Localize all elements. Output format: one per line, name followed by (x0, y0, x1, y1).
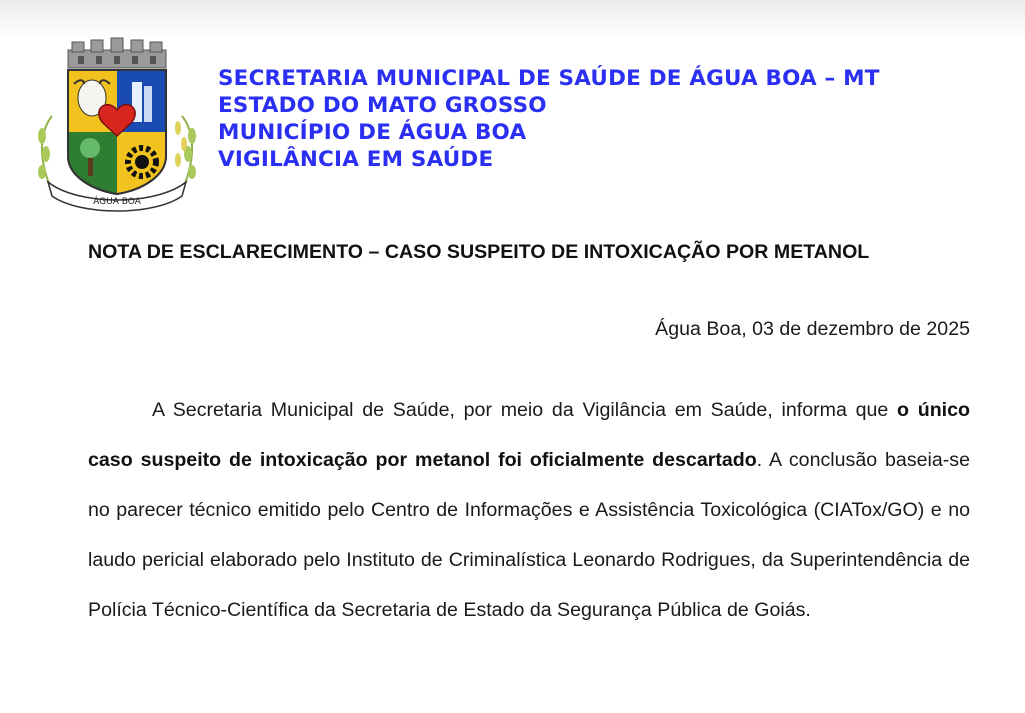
note-title: NOTA DE ESCLARECIMENTO – CASO SUSPEITO DE INTOXICAÇÃO POR METANOL (88, 241, 870, 263)
paragraph-text-start: A Secretaria Municipal de Saúde, por meio da Vigilância em Saúde, informa que (152, 399, 898, 421)
paragraph-bold-statement: o único caso suspeito de intoxicação por metanol foi oficialmente descartado (88, 399, 970, 471)
paragraph-text-rest: . A conclusão baseia-se no parecer técnico emitido pelo Centro de Informações e Assistência Toxicológica (CIATox/GO) e no laudo pericial elaborado pelo Instituto de Criminalística Leonardo Rodrigues, da Superintendência de Polícia Técnico-Científica da Secretaria de Estado da Segurança Pública de Goiás. (88, 449, 970, 621)
page-top-shadow (0, 0, 1025, 40)
header-line-estado: ESTADO DO MATO GROSSO (218, 93, 547, 118)
municipal-coat-of-arms-icon (28, 36, 206, 214)
header-line-vigilancia: VIGILÂNCIA EM SAÚDE (218, 147, 494, 172)
body-paragraph (88, 385, 970, 635)
header-line-secretaria: SECRETARIA MUNICIPAL DE SAÚDE DE ÁGUA BOA – MT (218, 66, 880, 91)
svg-text:ÁGUA BOA: ÁGUA BOA (93, 197, 141, 207)
header-line-municipio: MUNICÍPIO DE ÁGUA BOA (218, 120, 527, 145)
dateline: Água Boa, 03 de dezembro de 2025 (655, 318, 970, 340)
organization-header (218, 65, 880, 173)
